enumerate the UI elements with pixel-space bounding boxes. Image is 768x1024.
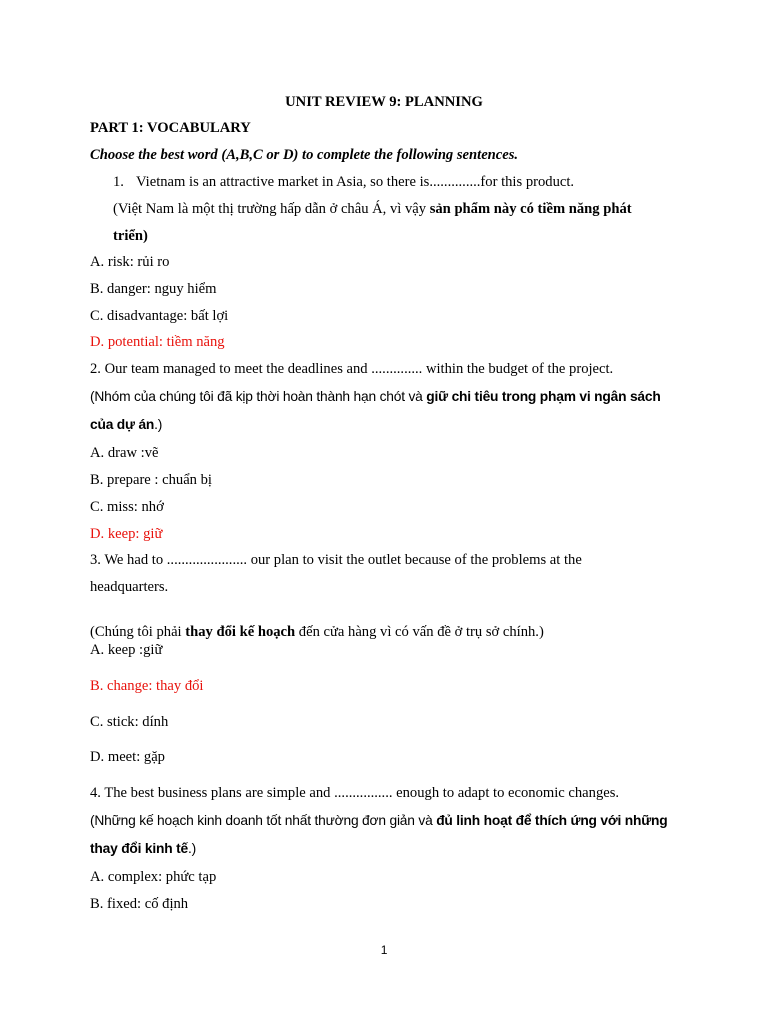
q3-option-b-answer: B. change: thay đổi (90, 678, 204, 694)
q1-question: Vietnam is an attractive market in Asia, so there is..............for this product. (136, 174, 575, 190)
q2-translation-emphasis-2: của dự án (90, 417, 155, 432)
q1-option-d-answer: D. potential: tiềm năng (90, 334, 225, 350)
q2-option-a: A. draw :vẽ (90, 445, 159, 461)
q3-question-continued: headquarters. (90, 579, 169, 595)
q4-translation-end: .) (188, 841, 197, 856)
q2-translation-text: (Nhóm của chúng tôi đã kịp thời hoàn thành hạn chót và (90, 389, 427, 404)
q4-option-a: A. complex: phức tạp (90, 869, 217, 885)
q4-translation (90, 814, 667, 828)
q4-translation-emphasis-2: thay đổi kinh tế (90, 841, 188, 856)
q1-translation-continued: triển) (113, 228, 148, 244)
q2-translation-continued (90, 418, 162, 432)
q3-question: 3. We had to ...................... our plan to visit the outlet because of the problems at the (90, 552, 582, 568)
q1-translation (113, 202, 632, 217)
q1-translation-emphasis: sản phẩm này có tiềm năng phát (429, 201, 632, 217)
part-heading: PART 1: VOCABULARY (90, 120, 251, 136)
q2-question: 2. Our team managed to meet the deadlines and .............. within the budget of the project. (90, 361, 614, 377)
q3-translation (90, 625, 544, 640)
q1-number: 1. (113, 174, 124, 190)
q2-option-d-answer: D. keep: giữ (90, 526, 163, 542)
q3-option-d: D. meet: gặp (90, 749, 165, 765)
q2-translation (90, 390, 661, 404)
instruction: Choose the best word (A,B,C or D) to complete the following sentences. (90, 147, 519, 163)
q3-option-c: C. stick: dính (90, 714, 169, 730)
q2-option-c: C. miss: nhớ (90, 499, 164, 515)
page-number: 1 (380, 943, 388, 957)
q1-option-b: B. danger: nguy hiểm (90, 281, 217, 297)
q2-translation-emphasis: giữ chi tiêu trong phạm vi ngân sách (426, 389, 661, 404)
q4-translation-text: (Những kế hoạch kinh doanh tốt nhất thường đơn giản và (90, 813, 437, 828)
q4-option-b: B. fixed: cố định (90, 896, 189, 912)
q4-translation-continued (90, 842, 196, 856)
q1-translation-text: (Việt Nam là một thị trường hấp dẫn ở châu Á, vì vậy (113, 201, 430, 217)
q4-question: 4. The best business plans are simple and ................ enough to adapt to economic changes. (90, 785, 620, 801)
q3-translation-text: (Chúng tôi phải (90, 624, 186, 640)
q2-option-b: B. prepare : chuẩn bị (90, 472, 212, 488)
q3-option-a: A. keep :giữ (90, 642, 163, 658)
q1-option-c: C. disadvantage: bất lợi (90, 308, 229, 324)
q3-translation-emphasis: thay đổi kế hoạch (185, 624, 296, 640)
q3-translation-end: đến cửa hàng vì có vấn đề ở trụ sở chính.) (295, 624, 544, 640)
q2-translation-end: .) (154, 417, 163, 432)
q4-translation-emphasis: đủ linh hoạt để thích ứng với những (436, 813, 668, 828)
q1-option-a: A. risk: rủi ro (90, 254, 170, 270)
document-title: UNIT REVIEW 9: PLANNING (285, 94, 483, 110)
